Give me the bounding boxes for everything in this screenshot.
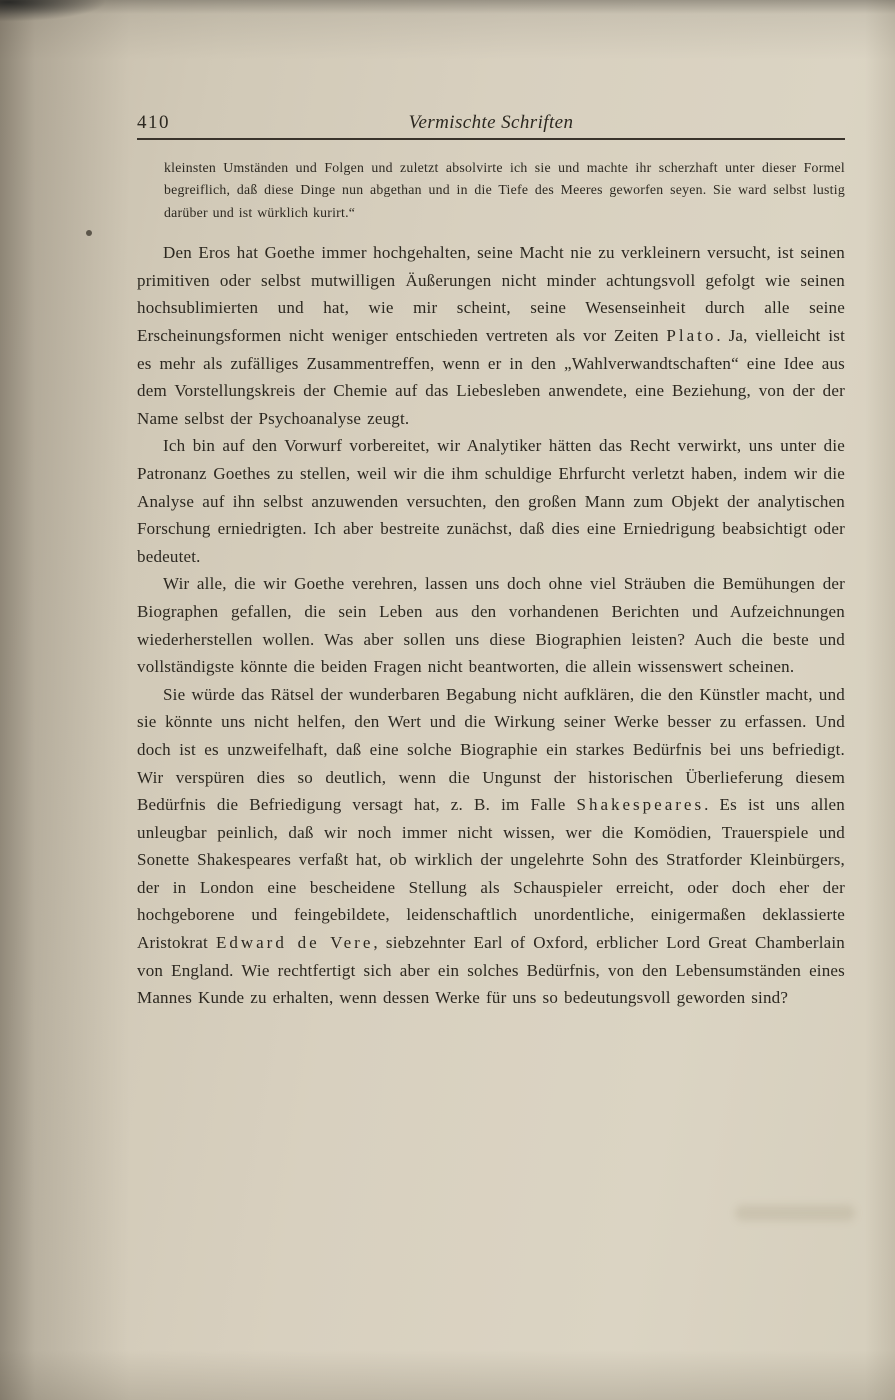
small-print-quote: kleinsten Umständen und Folgen und zuletzt absolvirte ich sie und machte ihr scherzhaft unter dieser Formel begreiflich, daß diese Dinge nun abgethan und in die Tiefe des Meeres geworfen seyen. Sie ward selbst lustig darüber und ist würklich kurirt.“ — [164, 160, 845, 220]
page-number: 410 — [137, 112, 170, 133]
text-segment: , siebzehnter Earl of Oxford, erblicher Lord Great Chamberlain von England. Wie rechtfertigt sich aber ein solches Bedürfnis, von den Lebensumständen eines Mannes Kunde zu erhalten, wenn dessen Werke für uns so bedeutungsvoll geworden sind? — [137, 933, 845, 1008]
body-text — [137, 239, 845, 1012]
letterspaced-name: Edward de Vere — [215, 933, 374, 953]
paragraph — [137, 432, 845, 570]
text-segment: Wir alle, die wir Goethe verehren, lassen uns doch ohne viel Sträuben die Bemühungen der Biographen gefallen, die sein Leben aus den vorhandenen Berichten und Aufzeichnungen wiederherstellen wollen. Was aber sollen uns diese Biographien leisten? Auch die beste und vollständigste könnte die beiden Fragen nicht beantworten, die allein wissenswert scheinen. — [137, 574, 845, 677]
paragraph — [137, 681, 845, 1012]
paragraph — [137, 570, 845, 680]
page-content — [137, 110, 845, 1012]
text-segment: Den Eros hat Goethe immer hochgehalten, seine Macht nie zu verkleinern versucht, ist seinen primitiven oder selbst mutwilligen Äußerungen nicht minder achtungsvoll gefolgt wie seinen hochsublimierten und hat, wie mir scheint, seine Wesenseinheit durch alle seine Erscheinungsformen nicht weniger entschieden vertreten als vor Zeiten — [137, 243, 845, 345]
letterspaced-name: Plato — [666, 326, 717, 345]
text-segment: . Es ist uns allen unleugbar peinlich, daß wir noch immer nicht wissen, wer die Komödien, Trauerspiele und Sonette Shakespeares verfaßt hat, ob wirklich der ungelehrte Sohn des Stratforder Kleinbürgers, der in London eine bescheidene Stellung als Schauspieler erreicht, oder doch eher der hochgeborene und feingebildete, leidenschaftlich unordentliche, einigermaßen deklassierte Aristokrat — [137, 795, 845, 953]
letterspaced-name: Shakespeares — [576, 795, 705, 815]
text-segment: . Ja, vielleicht ist es mehr als zufälliges Zusammentreffen, wenn er in den „Wahlverwandtschaften“ eine Idee aus dem Vorstellungskreis der Chemie auf das Liebesleben anwendete, eine Beziehung, von der der Name selbst der Psychoanalyse zeugt. — [137, 326, 845, 428]
paper-smudge — [735, 1205, 855, 1221]
margin-speck — [86, 230, 92, 236]
paragraph — [137, 239, 845, 432]
text-segment: Ich bin auf den Vorwurf vorbereitet, wir Analytiker hätten das Recht verwirkt, uns unter die Patronanz Goethes zu stellen, weil wir die ihm schuldige Ehrfurcht verletzt haben, indem wir die Analyse auf ihn selbst anzuwenden versuchten, den großen Mann zum Objekt der analytischen Forschung erniedrigten. Ich aber bestreite zunächst, daß dies eine Erniedrigung beabsichtigt oder bedeutet. — [137, 436, 845, 566]
page-header — [137, 110, 845, 140]
running-title: Vermischte Schriften — [408, 112, 574, 133]
text-segment: Sie würde das Rätsel der wunderbaren Begabung nicht aufklären, die den Künstler macht, und sie könnte uns nicht helfen, den Wert und die Wirkung seiner Werke besser zu erfassen. Und doch ist es unzweifelhaft, daß eine solche Biographie ein starkes Bedürfnis bei uns befriedigt. Wir verspüren dies so deutlich, wenn die Ungunst der historischen Überlieferung diesem Bedürfnis die Befriedigung versagt hat, z. B. im Falle — [137, 684, 845, 815]
